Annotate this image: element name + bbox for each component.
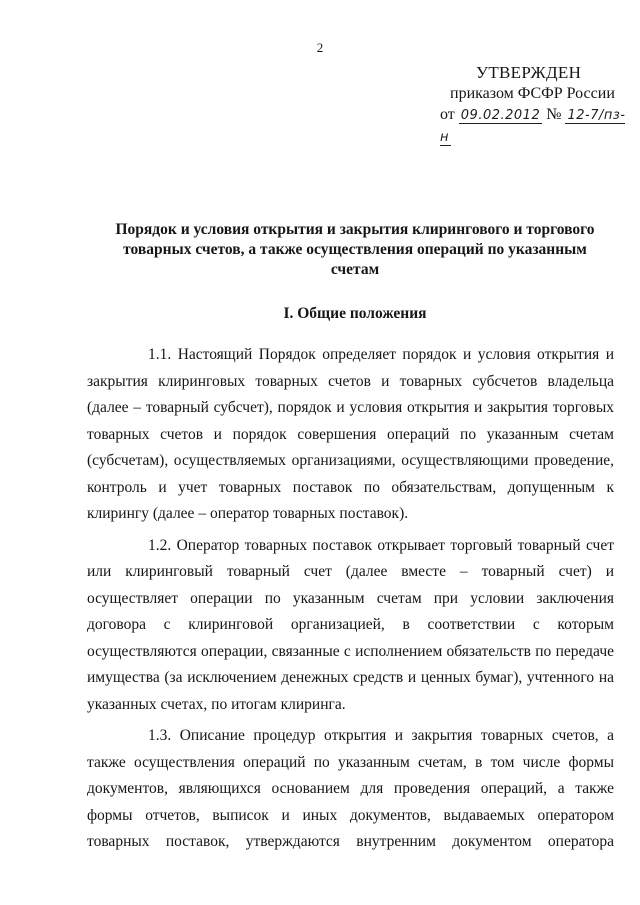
approval-number-sign: № — [546, 106, 562, 123]
section-heading: I. Общие положения — [283, 305, 427, 322]
approval-stamp — [428, 62, 628, 148]
title-line: счетам — [330, 261, 380, 278]
body-text — [87, 342, 614, 861]
approval-number-handwritten: 12-7/пз-н — [440, 108, 626, 145]
approval-date-line — [428, 104, 628, 148]
approval-order-line: приказом ФСФР России — [450, 85, 615, 102]
paragraph-1-1: 1.1. Настоящий Порядок определяет порядок и условия открытия и закрытия клиринговых товарных счетов и товарных субсчетов владельца (далее – товарный субсчет), порядок и условия открытия и закрытия торговых товарных счетов и порядок совершения операций по указанным счетам (субсчетам), осуществляемых организациями, осуществляющими проведение, контроль и учет товарных поставок по обязательствам, допущенным к клирингу (далее – оператор товарных поставок). — [87, 346, 614, 522]
approval-date-handwritten: 09.02.2012 — [460, 108, 541, 123]
approval-date-prefix: от — [440, 106, 455, 123]
paragraph-1-3: 1.3. Описание процедур открытия и закрытия товарных счетов, а также осуществления операций по указанным счетам, в том числе формы документов, являющихся основанием для проведения операций, а также формы отчетов, выписок и иных документов, выдаваемых оператором товарных поставок, утверждаются внутренним документом оператора — [87, 727, 614, 850]
page-number: 2 — [316, 40, 324, 55]
approval-title: УТВЕРЖДЕН — [476, 63, 582, 82]
document-title — [100, 220, 610, 280]
title-line: Порядок и условия открытия и закрытия клирингового и торгового — [115, 221, 595, 238]
title-line: товарных счетов, а также осуществления операций по указанным — [123, 241, 587, 258]
paragraph-1-2: 1.2. Оператор товарных поставок открывает торговый товарный счет или клиринговый товарный счет (далее вместе – товарный счет) и осуществляет операции по указанным счетам при условии заключения договора с клиринговой организацией, в соответствии с которым осуществляются операции, связанные с исполнением обязательств по передаче имущества (за исключением денежных средств и ценных бумаг), учтенного на указанных счетах, по итогам клиринга. — [87, 536, 614, 713]
